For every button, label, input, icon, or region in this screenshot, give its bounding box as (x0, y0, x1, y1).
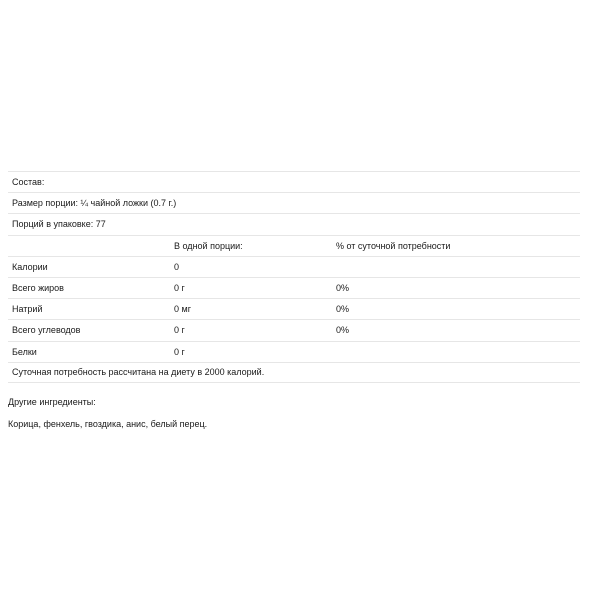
table-header-row (8, 235, 580, 256)
header-per-serving: В одной порции: (174, 240, 243, 251)
table-row (8, 277, 580, 298)
nutrient-name: Белки (12, 346, 37, 357)
nutrient-amount: 0 (174, 261, 180, 272)
servings-per-package-text: Порций в упаковке: 77 (12, 219, 106, 230)
table-row (8, 256, 580, 277)
other-ingredients-section (8, 395, 207, 431)
nutrient-name: Всего жиров (12, 283, 64, 294)
nutrient-amount: 0 мг (174, 304, 191, 315)
nutrient-daily-value: 0% (336, 304, 350, 315)
table-row (8, 319, 580, 340)
nutrient-daily-value: 0% (336, 325, 350, 336)
nutrient-amount: 0 г (174, 283, 185, 294)
nutrient-amount: 0 г (174, 325, 185, 336)
footnote-row (8, 362, 580, 383)
nutrition-facts-table (8, 171, 580, 383)
other-ingredients-heading: Другие ингредиенты: (8, 397, 96, 407)
serving-size-row (8, 192, 580, 213)
nutrient-name: Калории (12, 261, 48, 272)
servings-per-package-row (8, 213, 580, 234)
nutrient-name: Натрий (12, 304, 43, 315)
other-ingredients-text: Корица, фенхель, гвоздика, анис, белый перец. (8, 419, 208, 429)
serving-size-text: Размер порции: ¼ чайной ложки (0.7 г.) (12, 198, 177, 209)
nutrient-name: Всего углеводов (12, 325, 81, 336)
table-row (8, 298, 580, 319)
daily-value-footnote: Суточная потребность рассчитана на диету в 2000 калорий. (12, 367, 265, 378)
nutrient-daily-value: 0% (336, 283, 350, 294)
composition-row (8, 171, 580, 192)
table-row (8, 341, 580, 362)
composition-label: Состав: (12, 177, 45, 188)
nutrient-amount: 0 г (174, 346, 185, 357)
header-daily-value: % от суточной потребности (336, 240, 451, 251)
